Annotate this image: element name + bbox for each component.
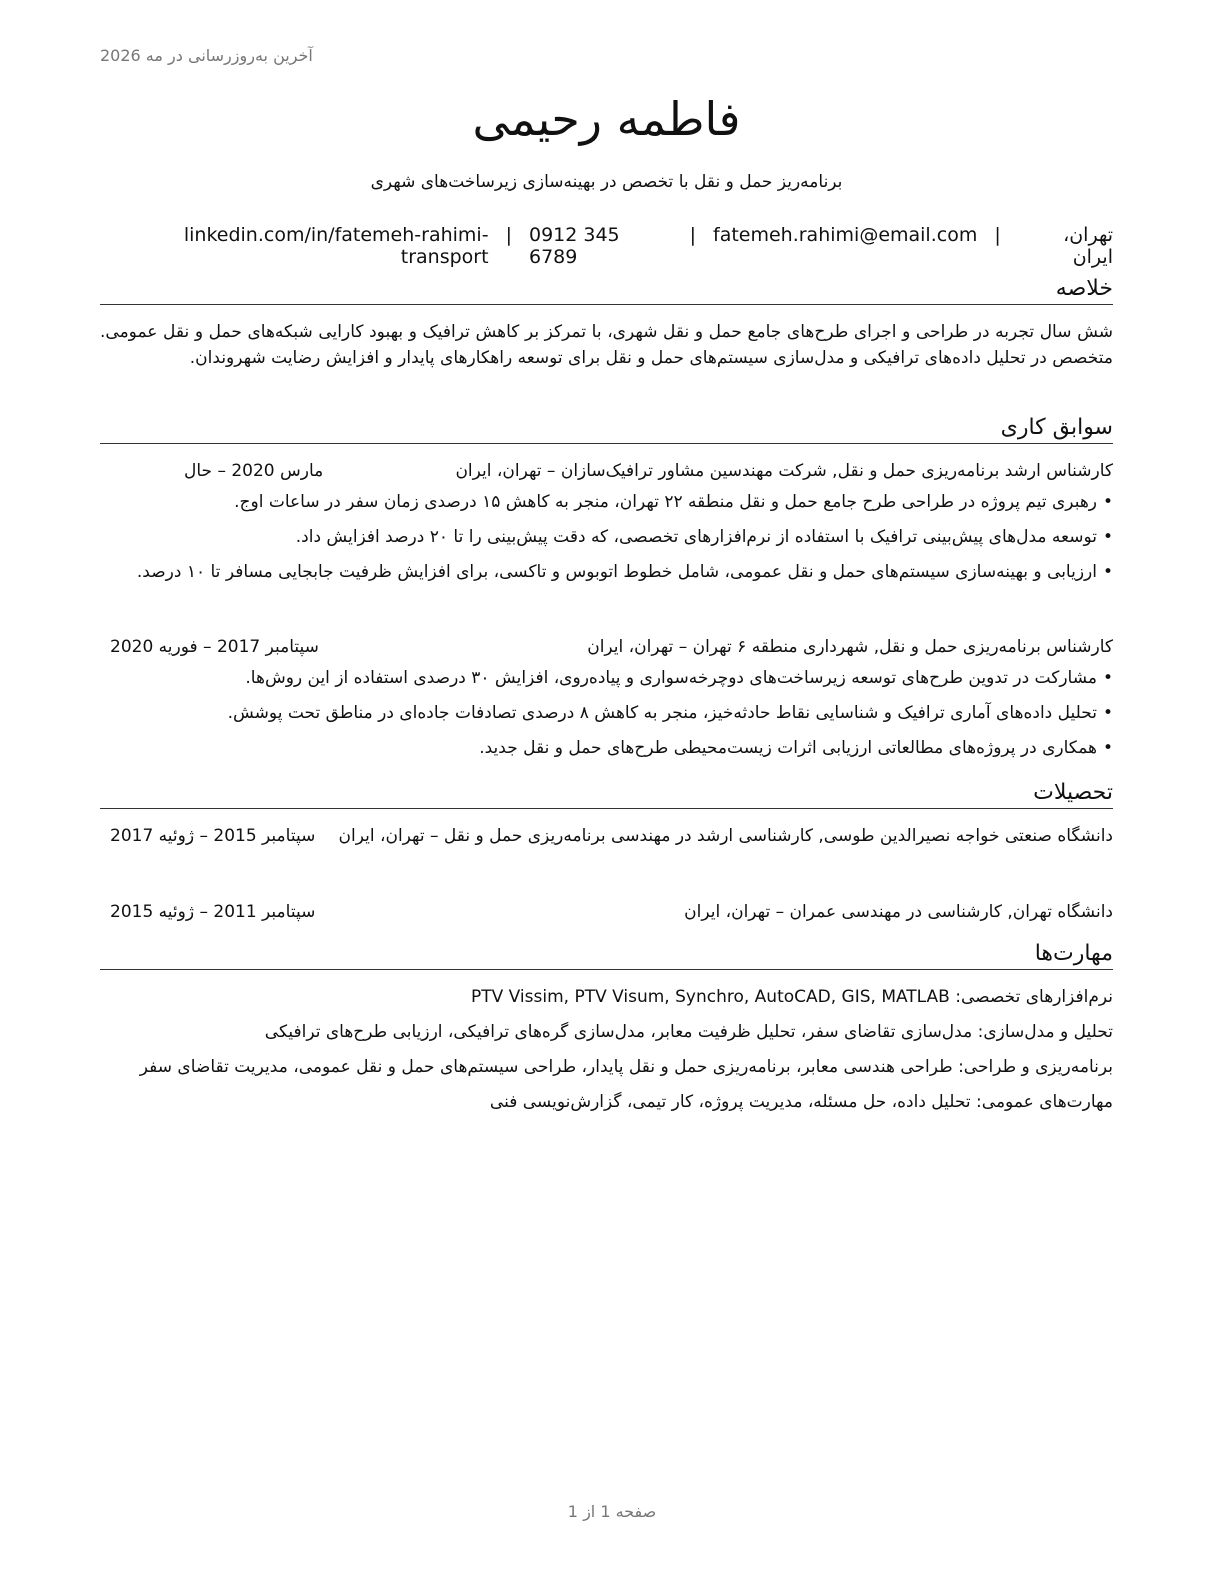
contact-location: تهران، ایران <box>1063 224 1113 268</box>
contact-line <box>100 224 1113 268</box>
headline: برنامه‌ریز حمل و نقل با تخصص در بهینه‌سازی زیرساخت‌های شهری <box>370 172 843 192</box>
job-bullets <box>100 489 1113 594</box>
job-title-org: کارشناس ارشد برنامه‌ریزی حمل و نقل, شرکت مهندسین مشاور ترافیک‌سازان – تهران، ایران <box>455 461 1113 481</box>
section-title-skills: مهارت‌ها <box>100 939 1113 970</box>
education-dates: سپتامبر 2011 – ژوئیه 2015 <box>110 902 316 922</box>
job-dates: مارس 2020 – حال <box>184 461 324 481</box>
page-footer: صفحه 1 از 1 <box>567 1502 657 1521</box>
education-text: دانشگاه تهران, کارشناسی در مهندسی عمران – تهران، ایران <box>684 902 1113 922</box>
contact-linkedin[interactable]: linkedin.com/in/fatemeh-rahimi-transport <box>183 224 489 268</box>
skill-line: نرم‌افزارهای تخصصی: PTV Vissim, PTV Visum, Synchro, AutoCAD, GIS, MATLAB <box>471 987 1113 1007</box>
education-dates: سپتامبر 2015 – ژوئیه 2017 <box>110 826 316 846</box>
education-item <box>100 823 1113 875</box>
section-title-education: تحصیلات <box>100 778 1113 809</box>
education-text: دانشگاه صنعتی خواجه نصیرالدین طوسی, کارشناسی ارشد در مهندسی برنامه‌ریزی حمل و نقل – تهران، ایران <box>338 826 1113 846</box>
education-item <box>100 899 1113 925</box>
job-bullet: • ارزیابی و بهینه‌سازی سیستم‌های حمل و نقل عمومی، شامل خطوط اتوبوس و تاکسی، برای افزایش ظرفیت جابجایی مسافر تا ۱۰ درصد. <box>100 559 1113 585</box>
contact-email[interactable]: fatemeh.rahimi@email.com <box>713 224 978 246</box>
section-title-summary: خلاصه <box>100 274 1113 305</box>
summary-text: شش سال تجربه در طراحی و اجرای طرح‌های جامع حمل و نقل شهری، با تمرکز بر کاهش ترافیک و بهبود کارایی شبکه‌های حمل و نقل عمومی. متخصص در تحلیل داده‌های ترافیکی و مدل‌سازی سیستم‌های حمل و نقل برای توسعه راهکارهای پایدار و افزایش رضایت شهروندان. <box>100 322 1113 368</box>
job-bullet: • همکاری در پروژه‌های مطالعاتی ارزیابی اثرات زیست‌محیطی طرح‌های حمل و نقل جدید. <box>100 735 1113 761</box>
job-bullet: • تحلیل داده‌های آماری ترافیک و شناسایی نقاط حادثه‌خیز، منجر به کاهش ۸ درصدی تصادفات جاده‌ای در مناطق تحت پوشش. <box>100 700 1113 726</box>
job-bullets <box>100 665 1113 770</box>
job-dates: سپتامبر 2017 – فوریه 2020 <box>110 637 319 657</box>
contact-separator: | <box>994 224 1001 246</box>
job-bullet: • توسعه مدل‌های پیش‌بینی ترافیک با استفاده از نرم‌افزارهای تخصصی، که دقت پیش‌بینی را تا ۲۰ درصد افزایش داد. <box>100 524 1113 550</box>
skill-line: تحلیل و مدل‌سازی: مدل‌سازی تقاضای سفر، تحلیل ظرفیت معابر، مدل‌سازی گره‌های ترافیکی، ارزیابی طرح‌های ترافیکی <box>264 1022 1113 1042</box>
job-bullet: • مشارکت در تدوین طرح‌های توسعه زیرساخت‌های دوچرخه‌سواری و پیاده‌روی، افزایش ۳۰ درصدی استفاده از این روش‌ها. <box>100 665 1113 691</box>
skill-line: مهارت‌های عمومی: تحلیل داده، حل مسئله، مدیریت پروژه، کار تیمی، گزارش‌نویسی فنی <box>489 1092 1113 1112</box>
candidate-name: فاطمه رحیمی <box>472 92 741 146</box>
job-bullet: • رهبری تیم پروژه در طراحی طرح جامع حمل و نقل منطقه ۲۲ تهران، منجر به کاهش ۱۵ درصدی زمان سفر در ساعات اوج. <box>100 489 1113 515</box>
contact-separator: | <box>505 224 512 246</box>
section-title-experience: سوابق کاری <box>100 413 1113 444</box>
skill-line: برنامه‌ریزی و طراحی: طراحی هندسی معابر، برنامه‌ریزی حمل و نقل پایدار، طراحی سیستم‌های حمل و نقل عمومی، مدیریت تقاضای سفر <box>139 1057 1113 1077</box>
contact-separator: | <box>689 224 696 246</box>
skills-list <box>100 984 1113 1124</box>
contact-phone[interactable]: 0912 345 6789 <box>528 224 620 268</box>
last-updated-note: آخرین به‌روزرسانی در مه 2026 <box>100 46 313 65</box>
job-title-org: کارشناس برنامه‌ریزی حمل و نقل, شهرداری منطقه ۶ تهران – تهران، ایران <box>587 637 1113 657</box>
